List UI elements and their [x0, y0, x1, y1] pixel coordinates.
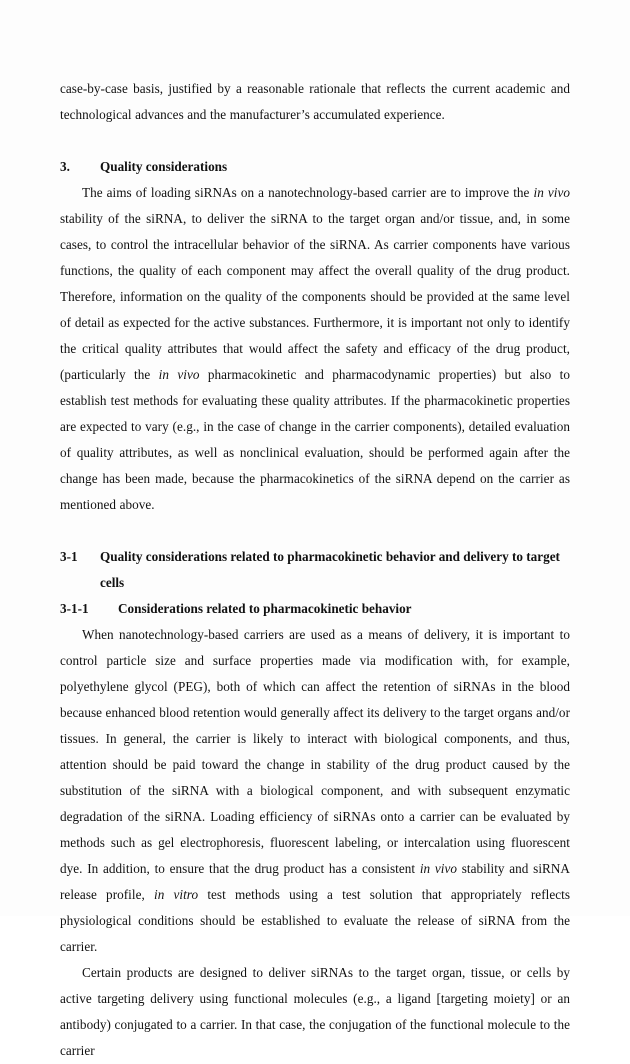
heading-section-3-1-title [100, 544, 570, 596]
section-3-body-paragraph [60, 180, 570, 518]
heading-section-3-1-title-line-1: Quality considerations related to pharmacokinetic behavior and delivery to target [100, 549, 560, 564]
section-3-run-1: The aims of loading siRNAs on a nanotechnology-based carrier are to improve the [82, 185, 534, 200]
heading-section-3-1-1 [60, 596, 570, 622]
heading-section-3-title: Quality considerations [100, 159, 228, 174]
heading-section-3-number: 3. [60, 159, 70, 174]
section-3-1-1-run-2: stability and siRNA release profile, [60, 861, 570, 902]
heading-section-3-1-1-title: Considerations related to pharmacokinetic behavior [118, 601, 412, 616]
heading-section-3-1-title-line-2: cells [100, 575, 125, 590]
section-3-1-1-italic-in-vivo: in vivo [419, 861, 457, 876]
section-3-1-1-body-paragraph-1 [60, 622, 570, 960]
heading-section-3 [60, 154, 570, 180]
section-3-italic-in-vivo-2: in vivo [158, 367, 200, 382]
heading-section-3-1 [60, 544, 570, 596]
section-3-1-1-run-1: When nanotechnology-based carriers are used as a means of delivery, it is important to control particle size and surface properties made via modification with, for example, polyethylene glycol (PEG), both of which can affect the retention of siRNAs in the blood because enhanced blood retention would generally affect its delivery to the target organs and/or tissues. In general, the carrier is likely to interact with biological components, and thus, attention should be paid toward the change in stability of the drug product caused by the substitution of the siRNA with a biological component, and with subsequent enzymatic degradation of the siRNA. Loading efficiency of siRNAs onto a carrier can be evaluated by methods such as gel electrophoresis, fluorescent labeling, or intercalation using fluorescent dye. In addition, to ensure that the drug product has a consistent [60, 627, 570, 876]
section-3-run-2: stability of the siRNA, to deliver the siRNA to the target organ and/or tissue, and, in some cases, to control the intracellular behavior of the siRNA. As carrier components have various functions, the quality of each component may affect the overall quality of the drug product. Therefore, information on the quality of the components should be provided at the same level of detail as expected for the active substances. Furthermore, it is important not only to identify the critical quality attributes that would affect the safety and efficacy of the drug product, (particularly the [60, 211, 570, 382]
heading-section-3-1-1-number: 3-1-1 [60, 601, 89, 616]
section-3-1-1-run-3: test methods using a test solution that appropriately reflects physiological conditions should be established to evaluate the release of siRNA from the carrier. [60, 887, 570, 954]
section-3-1-1-italic-in-vitro: in vitro [154, 887, 199, 902]
continuation-paragraph: case-by-case basis, justified by a reasonable rationale that reflects the current academic and technological advances and the manufacturer’s accumulated experience. [60, 81, 570, 122]
heading-section-3-1-number: 3-1 [60, 549, 78, 564]
section-3-run-3: pharmacokinetic and pharmacodynamic properties) but also to establish test methods for evaluating these quality attributes. If the pharmacokinetic properties are expected to vary (e.g., in the case of change in the carrier components), detailed evaluation of quality attributes, as well as nonclinical evaluation, should be performed again after the change has been made, because the pharmacokinetics of the siRNA depend on the carrier as mentioned above. [60, 367, 571, 512]
section-3-italic-in-vivo-1: in vivo [533, 185, 570, 200]
spacer-before-section-3-1 [60, 518, 570, 544]
spacer-before-section-3 [60, 128, 570, 154]
section-3-1-1-body-paragraph-2: Certain products are designed to deliver siRNAs to the target organ, tissue, or cells by active targeting delivery using functional molecules (e.g., a ligand [targeting moiety] or an antibody) conjugated to a carrier. In that case, the conjugation of the functional molecule to the carrier [60, 965, 570, 1058]
